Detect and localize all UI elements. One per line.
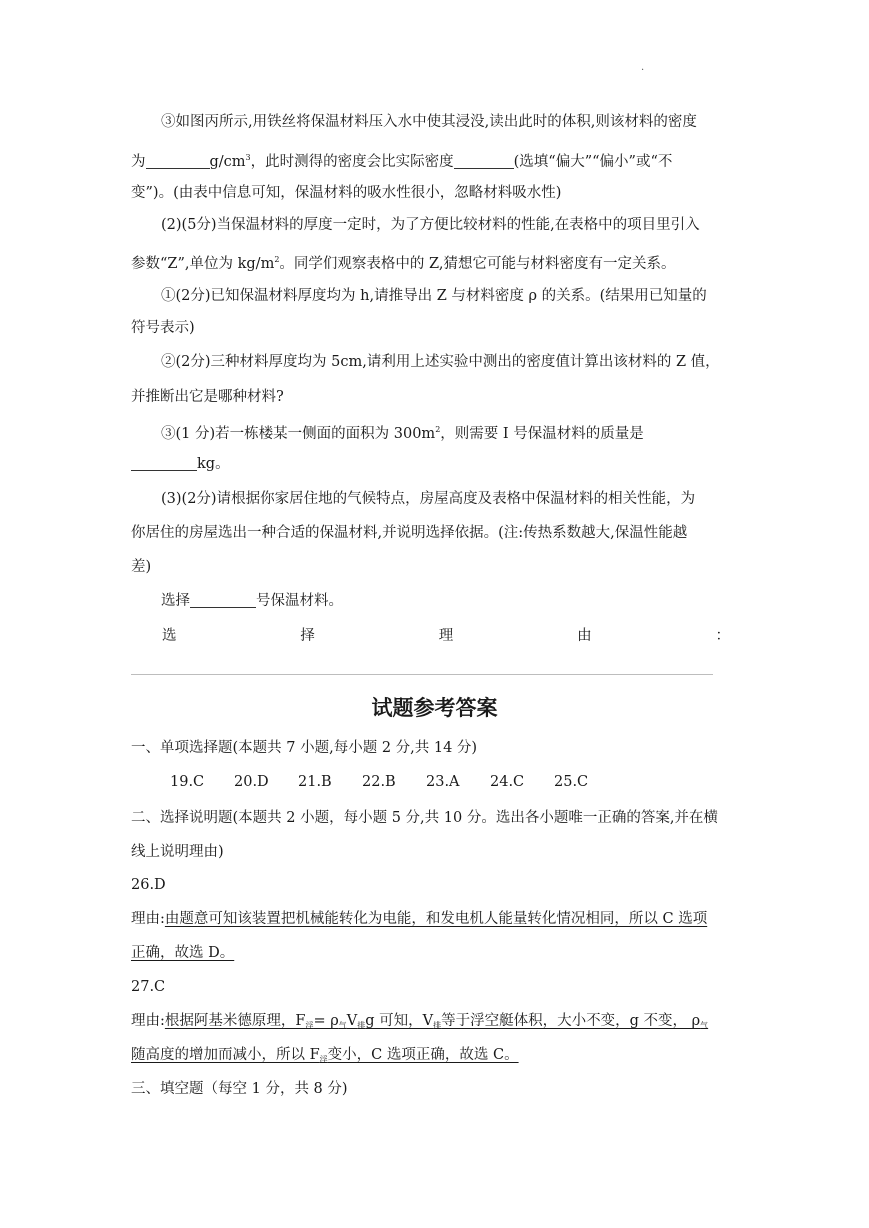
p3-line-3: 差) [131,559,152,575]
q27-r3: V [346,1013,358,1029]
answer-item: 20.D [234,774,269,790]
answer-item: 23.A [426,774,460,790]
choose-text-b: 号保温材料。 [256,593,343,609]
q27-reason-text [165,1013,708,1029]
q26-reason-text-2: 正确，故选 D。 [131,945,235,961]
q26-reason-line-1 [131,901,739,937]
q27-l2a: 随高度的增加而减小，所以 F [131,1047,320,1063]
section-2-heading-2: 线上说明理由) [131,844,224,860]
bias-blank[interactable] [454,150,514,169]
reason-char: 理 [438,628,454,644]
answer-title: 试题参考答案 [371,696,498,720]
p2c-text-a: ③(1 分)若一栋楼某一侧面的面积为 300m [161,426,436,442]
answer-item: 24.C [490,774,525,790]
reason-char: 择 [300,628,315,644]
q27-r1: 根据阿基米德原理，F [164,1013,306,1029]
p2-text-c: 。同学们观察表格中的 Z,猜想它可能与材料密度有一定关系。 [279,256,676,272]
q27-l2b: 变小，C 选项正确，故选 C。 [327,1047,519,1063]
q3-line-1: ③如图丙所示,用铁丝将保温材料压入水中使其浸没,读出此时的体积,则该材料的密度 [161,114,697,130]
q3-unit-exp: 3 [245,153,251,162]
p2-line-1: (2)(5分)当保温材料的厚度一定时，为了方便比较材料的性能,在表格中的项目里引入 [161,217,700,233]
answer-item: 19.C [170,774,205,790]
mass-blank[interactable] [131,452,197,471]
q26-reason-text: 由题意可知该装置把机械能转化为电能，和发电机人能量转化情况相同，所以 C 选项 [164,911,708,927]
q3-unit: g/cm [209,154,246,170]
q26-reason-line-2 [131,935,739,971]
reason-char: 选 [162,628,177,644]
p2b-line-1: ②(2分)三种材料厚度均为 5cm,请利用上述实验中测出的密度值计算出该材料的 Z 值， [161,354,720,370]
p2-unit-exp: 2 [274,255,280,264]
q3-text-a: 为 [131,154,146,170]
q27-sub-buoyancy-2: 浮 [319,1055,328,1064]
q27-sub-gas: 气 [338,1021,347,1030]
reason-char: ： [715,628,730,644]
section-1-heading: 一、单项选择题(本题共 7 小题,每小题 2 分,共 14 分) [131,740,478,756]
q27-sub-buoyancy: 浮 [305,1021,314,1030]
q27-r4: g 可知，V [365,1013,434,1029]
q27-r2: = ρ [313,1013,339,1029]
p2c-text-c: ，则需要 I 号保温材料的质量是 [440,426,644,442]
answer-list [170,764,618,800]
answer-item: 22.B [362,774,396,790]
choose-text-a: 选择 [161,593,190,609]
q3-line-3: 变”)。(由表中信息可知，保温材料的吸水性很小，忽略材料吸水性) [131,185,562,201]
p2b-line-2: 并推断出它是哪种材料? [131,389,284,405]
reason-line [162,618,730,654]
q27-sub-gas-2: 气 [700,1021,709,1030]
q27-r5: 等于浮空艇体积，大小不变，g 不变， ρ [441,1013,701,1029]
p3-line-2: 你居住的房屋选出一种合适的保温材料,并说明选择依据。(注:传热系数越大,保温性能越 [131,525,688,541]
p2c-line-2 [131,446,739,482]
density-blank[interactable] [146,150,210,169]
p2a-line-2: 符号表示) [131,320,195,336]
header-mark: . [641,62,645,73]
q27-sub-displaced-2: 排 [433,1021,442,1030]
q27-sub-displaced: 排 [357,1021,366,1030]
reason-char: 由 [577,628,592,644]
answer-item: 25.C [554,774,589,790]
q27-answer: 27.C [131,979,166,995]
p2c-unit: kg。 [197,456,230,472]
q3-line-2 [131,140,739,180]
p2a-line-1: ①(2分)已知保温材料厚度均为 h,请推导出 Z 与材料密度 ρ 的关系。(结果用已知量的 [161,288,707,304]
p2-line-2 [131,242,739,282]
q3-text-e: (选填“偏大”“偏小”或“不 [513,154,673,170]
section-divider [131,674,713,675]
q27-reason-text-2 [131,1047,519,1063]
q3-text-d: ，此时测得的密度会比实际密度 [250,154,454,170]
q27-reason-label: 理由: [131,1013,165,1029]
q26-reason-label: 理由: [131,911,165,927]
section-2-heading-1: 二、选择说明题(本题共 2 小题，每小题 5 分,共 10 分。选出各小题唯一正确的答案,并在横 [131,810,718,826]
answer-item: 21.B [298,774,332,790]
section-3-heading: 三、填空题（每空 1 分，共 8 分) [131,1081,348,1097]
p3-line-1: (3)(2分)请根据你家居住地的气候特点，房屋高度及表格中保温材料的相关性能，为 [161,491,696,507]
p2c-area-exp: 2 [435,425,441,434]
q26-answer: 26.D [131,877,166,893]
p2-text-a: 参数“Z”,单位为 kg/m [131,256,275,272]
material-blank[interactable] [190,589,256,608]
choose-line [131,583,739,619]
